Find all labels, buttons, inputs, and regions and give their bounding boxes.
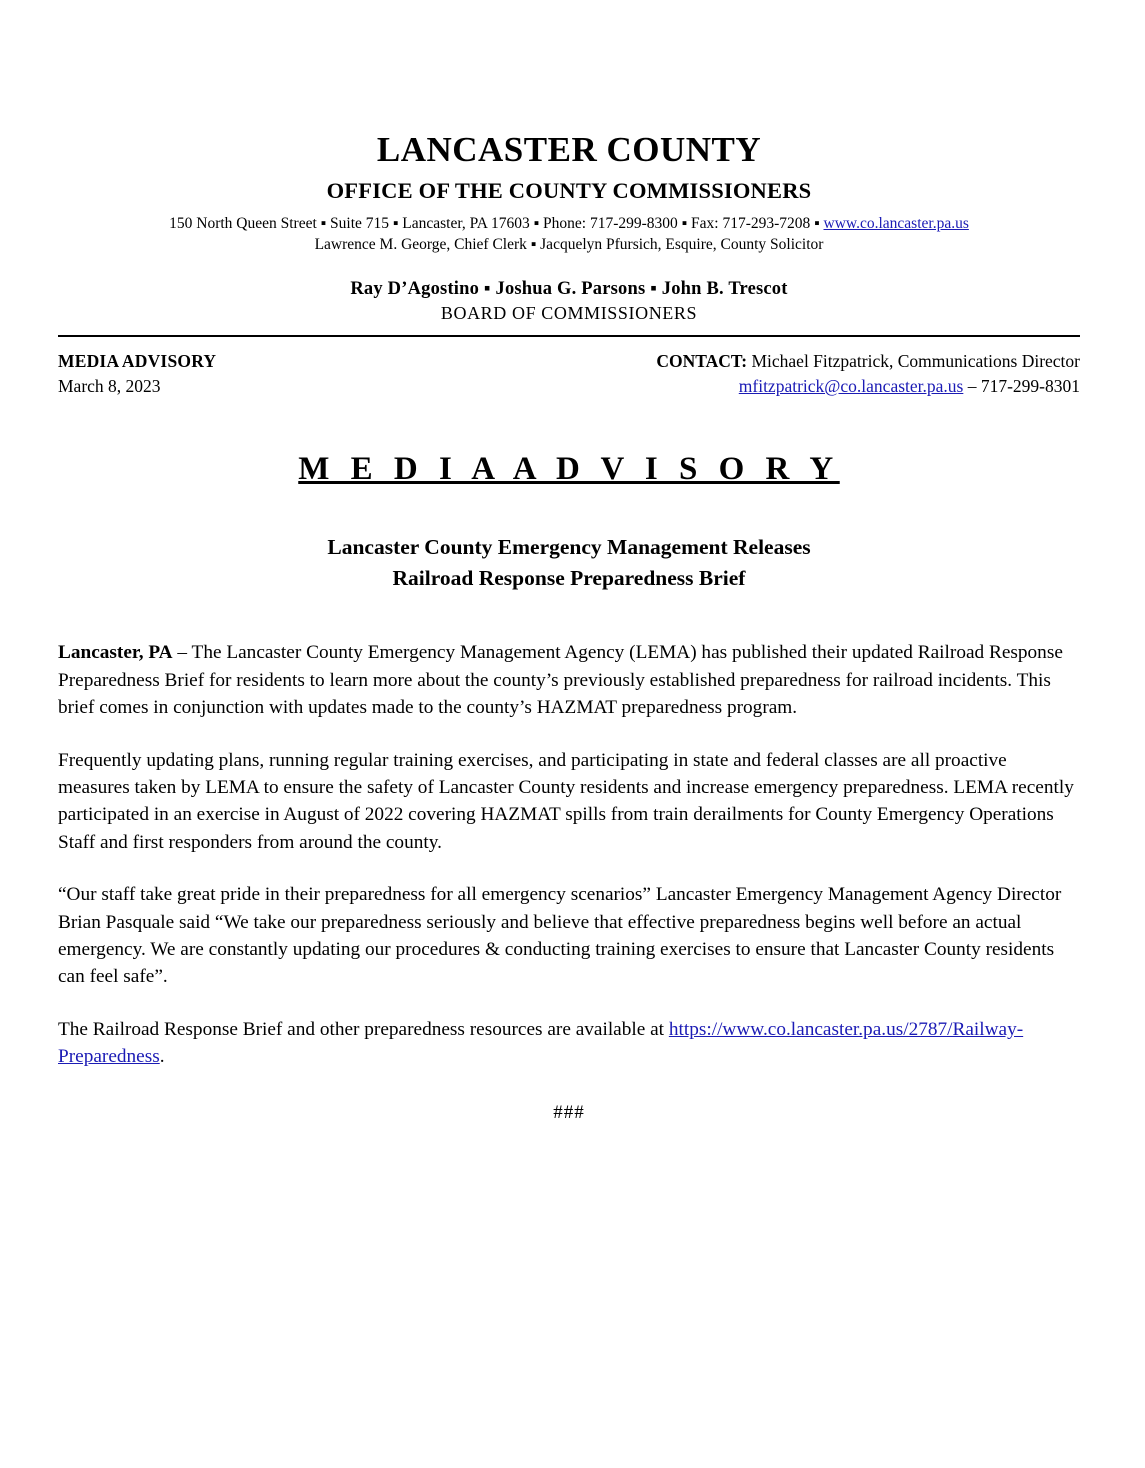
organization-subtitle: OFFICE OF THE COUNTY COMMISSIONERS bbox=[326, 177, 812, 203]
contact-line bbox=[656, 349, 1080, 374]
paragraph-2: Frequently updating plans, running regular training exercises, and participating in state and federal classes are all proactive measures taken by LEMA to ensure the safety of Lancaster County residents and increase emergency preparedness. LEMA recently participated in an exercise in August of 2022 covering HAZMAT spills from train derailments for County Emergency Operations Staff and first responders from around the county. bbox=[58, 749, 1074, 853]
subheadline-line-2: Railroad Response Preparedness Brief bbox=[392, 565, 746, 590]
paragraph-3: “Our staff take great pride in their preparedness for all emergency scenarios” Lancaster Emergency Management Agency Director Brian Pasquale said “We take our preparedness seriously and believe that effective preparedness begins well before an actual emergency. We are constantly updating our procedures & conducting training exercises to ensure that Lancaster County residents can feel safe”. bbox=[58, 884, 1062, 988]
header-divider bbox=[58, 335, 1080, 337]
document-content bbox=[58, 132, 1080, 1127]
body-text bbox=[58, 639, 1080, 1127]
advisory-meta-left bbox=[58, 349, 216, 400]
contact-detail-line bbox=[656, 374, 1080, 399]
address-line bbox=[58, 214, 1080, 235]
railway-preparedness-link[interactable]: https://www.co.lancaster.pa.us/2787/Railway-Preparedness bbox=[58, 1018, 1024, 1068]
dateline: Lancaster, PA bbox=[58, 642, 173, 664]
board-label: BOARD OF COMMISSIONERS bbox=[440, 302, 698, 323]
officers-line: Lawrence M. George, Chief Clerk ▪ Jacquelyn Pfursich, Esquire, County Solicitor bbox=[314, 235, 824, 253]
website-link[interactable]: www.co.lancaster.pa.us bbox=[823, 214, 969, 232]
subheadline bbox=[58, 532, 1080, 593]
paragraph-4-pre: The Railroad Response Brief and other preparedness resources are available at bbox=[58, 1018, 669, 1040]
advisory-date: March 8, 2023 bbox=[58, 375, 161, 396]
media-advisory-label: MEDIA ADVISORY bbox=[58, 350, 217, 371]
contact-label: CONTACT: bbox=[656, 350, 748, 371]
contact-phone: – 717-299-8301 bbox=[963, 375, 1080, 396]
paragraph-4-post: . bbox=[159, 1046, 165, 1068]
end-mark: ### bbox=[553, 1102, 585, 1124]
subheadline-line-1: Lancaster County Emergency Management Releases bbox=[327, 535, 811, 560]
paragraph-1-text: – The Lancaster County Emergency Management Agency (LEMA) has published their updated Railroad Response Preparedness Brief for residents to learn more about the county’s previously established preparedness for railroad incidents. This brief comes in conjunction with updates made to the county’s HAZMAT preparedness program. bbox=[58, 642, 1063, 719]
commissioners-line: Ray D’Agostino ▪ Joshua G. Parsons ▪ John B. Trescot bbox=[350, 278, 788, 299]
advisory-meta-right bbox=[656, 349, 1080, 400]
organization-title: LANCASTER COUNTY bbox=[376, 130, 762, 169]
paragraph-1 bbox=[58, 639, 1080, 721]
letterhead bbox=[58, 132, 1080, 324]
advisory-meta-row bbox=[58, 349, 1080, 400]
paragraph-4 bbox=[58, 1016, 1080, 1071]
page-title: M E D I A A D V I S O R Y bbox=[298, 451, 840, 488]
address-text: 150 North Queen Street ▪ Suite 715 ▪ Lancaster, PA 17603 ▪ Phone: 717-299-8300 ▪ Fax: 717-293-7208 ▪ bbox=[169, 214, 824, 232]
contact-name: Michael Fitzpatrick, Communications Director bbox=[747, 350, 1080, 371]
contact-email-link[interactable]: mfitzpatrick@co.lancaster.pa.us bbox=[738, 375, 964, 396]
